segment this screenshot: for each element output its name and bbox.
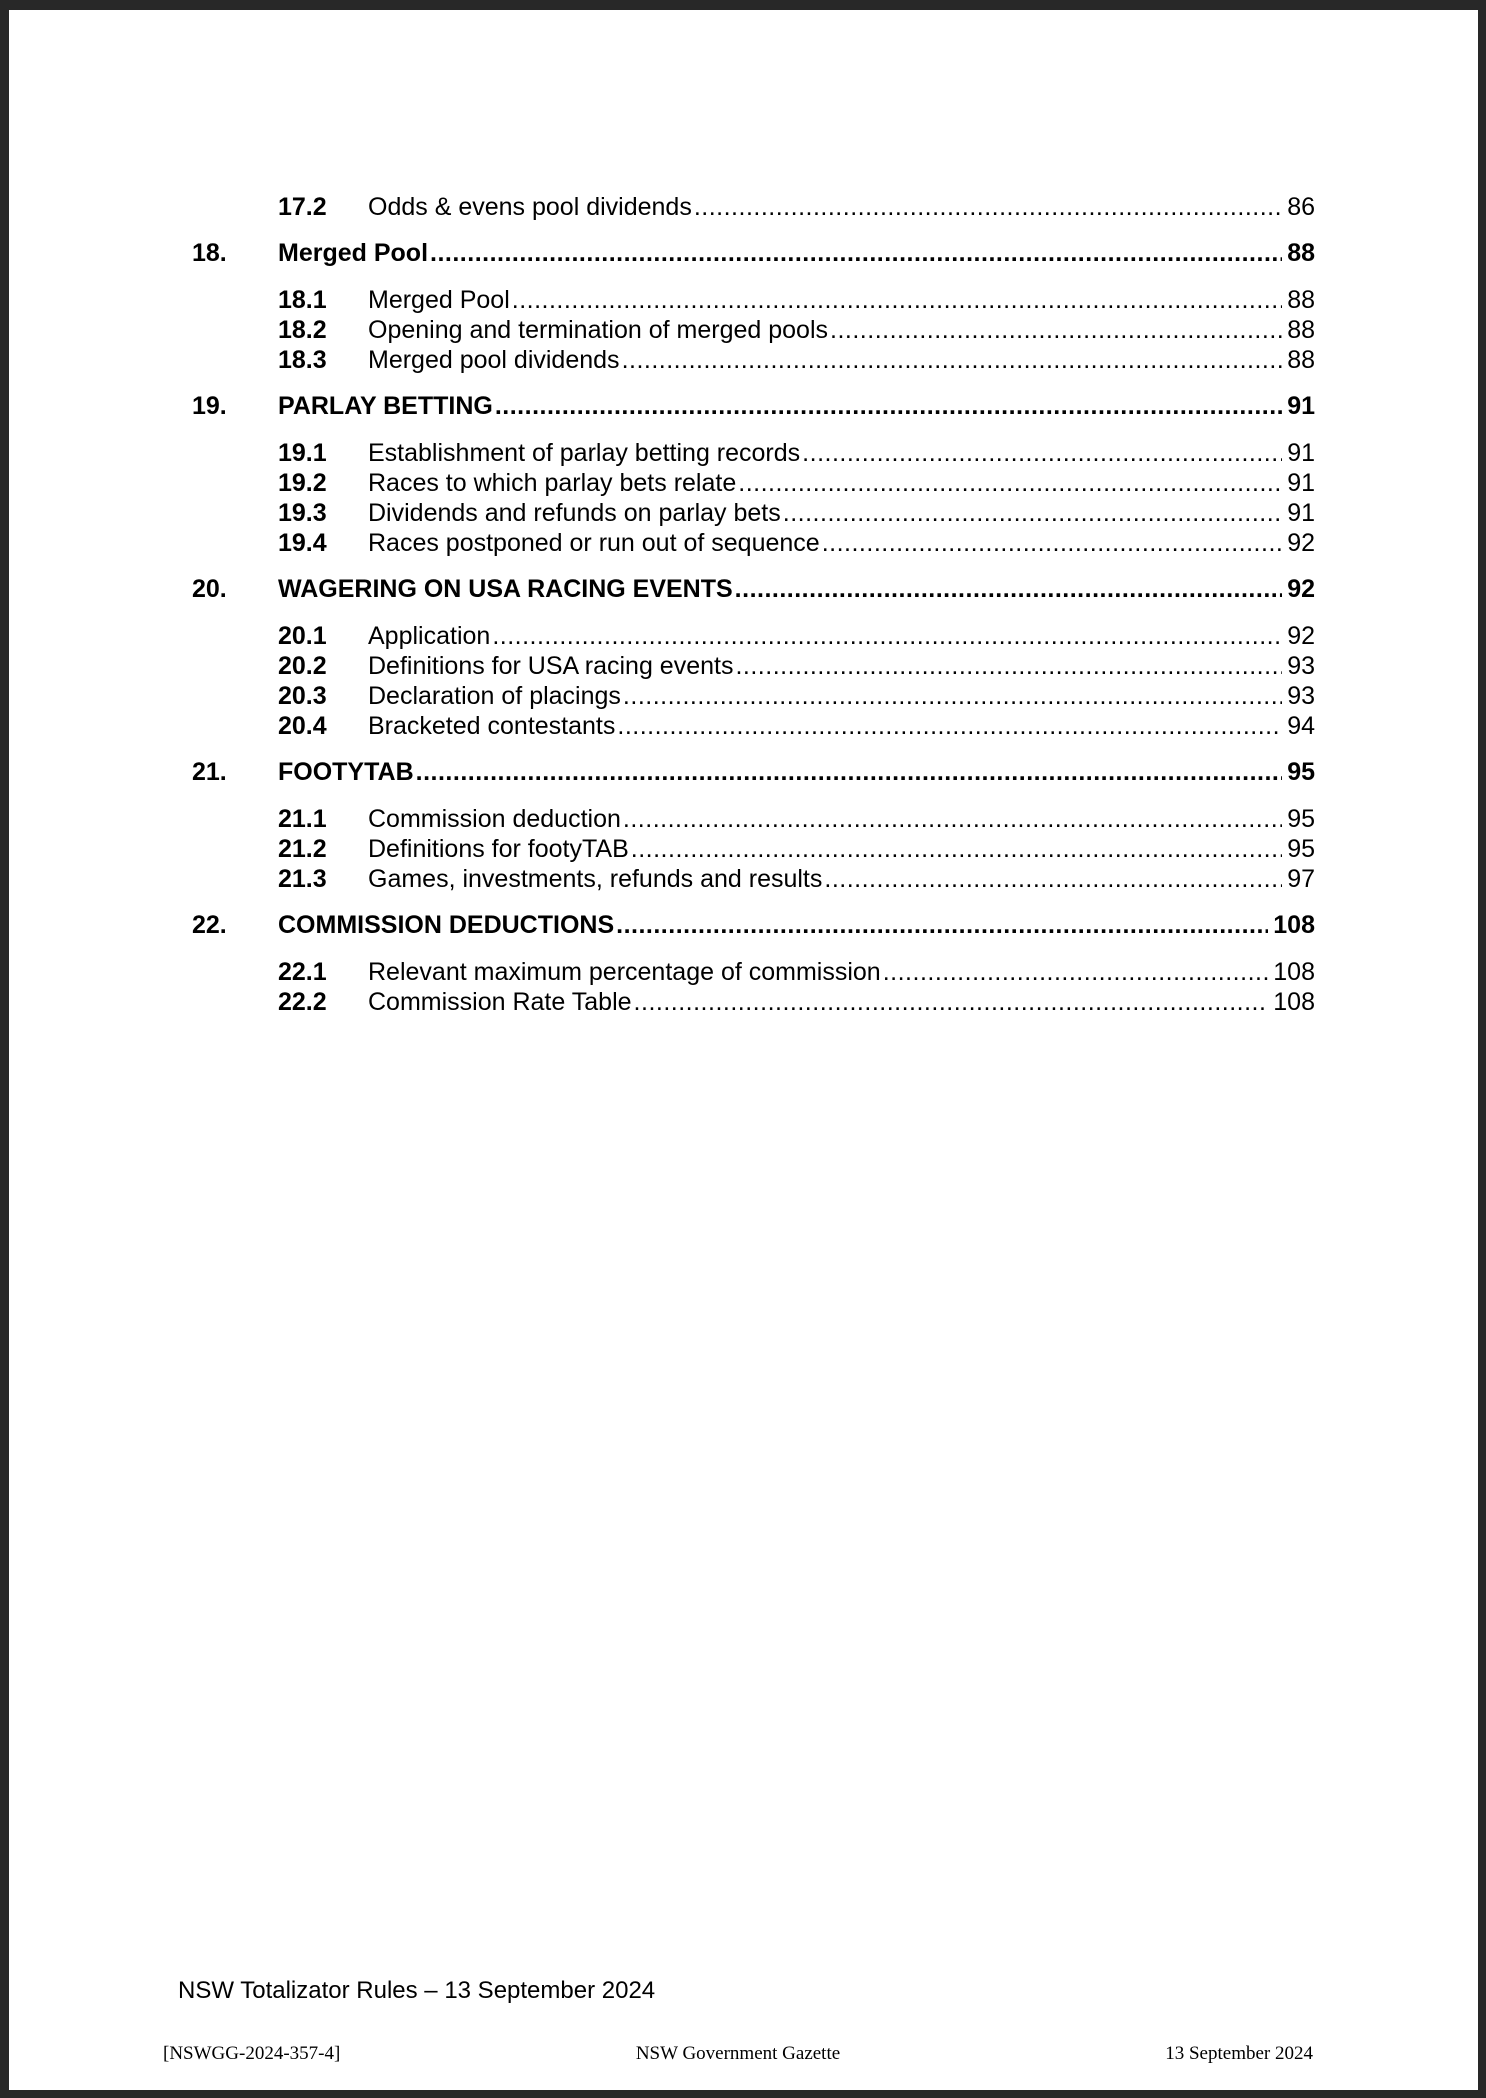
toc-page-number: 108: [1273, 958, 1315, 986]
toc-row-22: [192, 910, 1315, 940]
toc-entry-title: Merged Pool: [368, 286, 510, 314]
toc-page-number: 91: [1287, 499, 1315, 527]
toc-entry-number: 21.: [192, 758, 227, 786]
toc-row-19-1: [278, 438, 1315, 468]
toc-entry-title: Bracketed contestants: [368, 712, 616, 740]
document-page: [9, 10, 1478, 2090]
toc-row-22-2: [278, 987, 1315, 1017]
toc-leader-dots: [802, 438, 1282, 468]
toc-leader-dots: [430, 238, 1282, 268]
toc-entry-number: 18.2: [278, 316, 327, 344]
toc-entry-title: Definitions for footyTAB: [368, 835, 629, 863]
toc-page-number: 92: [1287, 622, 1315, 650]
toc-row-18-3: [278, 345, 1315, 375]
toc-leader-dots: [694, 192, 1282, 222]
toc-row-19-3: [278, 498, 1315, 528]
toc-entry-number: 19.4: [278, 529, 327, 557]
toc-entry-number: 21.2: [278, 835, 327, 863]
toc-leader-dots: [623, 804, 1282, 834]
toc-entry-title: Commission Rate Table: [368, 988, 632, 1016]
toc-entry-number: 22.1: [278, 958, 327, 986]
toc-entry-number: 20.1: [278, 622, 327, 650]
toc-page-number: 88: [1287, 346, 1315, 374]
toc-entry-title: Establishment of parlay betting records: [368, 439, 801, 467]
toc-page-number: 93: [1287, 652, 1315, 680]
toc-entry-number: 17.2: [278, 193, 327, 221]
toc-row-19-2: [278, 468, 1315, 498]
toc-entry-title: Odds & evens pool dividends: [368, 193, 692, 221]
gazette-date: 13 September 2024: [1165, 2043, 1313, 2064]
document-footer-title: NSW Totalizator Rules – 13 September 2024: [178, 1977, 656, 2004]
toc-row-20: [192, 574, 1315, 604]
toc-row-19: [192, 391, 1315, 421]
toc-entry-title: Opening and termination of merged pools: [368, 316, 829, 344]
toc-entry-number: 20.3: [278, 682, 327, 710]
toc-entry-number: 19.3: [278, 499, 327, 527]
toc-entry-title: Declaration of placings: [368, 682, 621, 710]
toc-page-number: 108: [1273, 988, 1315, 1016]
toc-page-number: 88: [1287, 239, 1315, 267]
toc-leader-dots: [824, 864, 1282, 894]
toc-entry-number: 18.1: [278, 286, 327, 314]
toc-leader-dots: [735, 651, 1282, 681]
toc-entry-number: 19.1: [278, 439, 327, 467]
toc-row-19-4: [278, 528, 1315, 558]
toc-leader-dots: [495, 391, 1282, 421]
toc-page-number: 95: [1287, 835, 1315, 863]
toc-page-number: 88: [1287, 286, 1315, 314]
toc-leader-dots: [416, 757, 1283, 787]
toc-row-18-1: [278, 285, 1315, 315]
table-of-contents: [192, 192, 1315, 1017]
toc-row-21-1: [278, 804, 1315, 834]
gazette-footer-line: [163, 2042, 1313, 2066]
toc-row-20-3: [278, 681, 1315, 711]
toc-row-20-2: [278, 651, 1315, 681]
toc-page-number: 97: [1287, 865, 1315, 893]
toc-page-number: 91: [1287, 392, 1315, 420]
toc-entry-title: Dividends and refunds on parlay bets: [368, 499, 781, 527]
toc-row-21-3: [278, 864, 1315, 894]
toc-leader-dots: [783, 498, 1282, 528]
toc-leader-dots: [634, 987, 1269, 1017]
toc-row-21: [192, 757, 1315, 787]
toc-row-18: [192, 238, 1315, 268]
toc-entry-title: Definitions for USA racing events: [368, 652, 734, 680]
toc-entry-number: 22.2: [278, 988, 327, 1016]
toc-row-17-2: [278, 192, 1315, 222]
toc-page-number: 88: [1287, 316, 1315, 344]
gazette-name: NSW Government Gazette: [635, 2043, 841, 2064]
toc-leader-dots: [830, 315, 1282, 345]
toc-entry-number: 21.1: [278, 805, 327, 833]
toc-entry-number: 20.: [192, 575, 227, 603]
toc-entry-number: 18.3: [278, 346, 327, 374]
toc-entry-number: 21.3: [278, 865, 327, 893]
toc-entry-title: COMMISSION DEDUCTIONS: [278, 911, 615, 939]
toc-entry-number: 18.: [192, 239, 227, 267]
toc-leader-dots: [492, 621, 1282, 651]
toc-entry-title: Merged pool dividends: [368, 346, 620, 374]
toc-page-number: 91: [1287, 439, 1315, 467]
toc-entry-title: WAGERING ON USA RACING EVENTS: [278, 575, 733, 603]
toc-leader-dots: [512, 285, 1282, 315]
toc-leader-dots: [617, 711, 1282, 741]
toc-page-number: 91: [1287, 469, 1315, 497]
toc-entry-title: Commission deduction: [368, 805, 621, 833]
toc-leader-dots: [631, 834, 1282, 864]
toc-page-number: 86: [1287, 193, 1315, 221]
toc-page-number: 108: [1273, 911, 1315, 939]
toc-page-number: 94: [1287, 712, 1315, 740]
toc-entry-title: Games, investments, refunds and results: [368, 865, 823, 893]
toc-leader-dots: [735, 574, 1283, 604]
toc-row-20-1: [278, 621, 1315, 651]
toc-page-number: 95: [1287, 805, 1315, 833]
toc-entry-title: Races to which parlay bets relate: [368, 469, 737, 497]
toc-leader-dots: [883, 957, 1269, 987]
toc-row-22-1: [278, 957, 1315, 987]
toc-entry-number: 20.4: [278, 712, 327, 740]
toc-leader-dots: [622, 345, 1283, 375]
toc-page-number: 92: [1287, 529, 1315, 557]
toc-leader-dots: [822, 528, 1282, 558]
toc-page-number: 92: [1287, 575, 1315, 603]
toc-entry-title: PARLAY BETTING: [278, 392, 493, 420]
toc-entry-title: Races postponed or run out of sequence: [368, 529, 820, 557]
toc-entry-title: FOOTYTAB: [278, 758, 414, 786]
toc-page-number: 95: [1287, 758, 1315, 786]
toc-row-18-2: [278, 315, 1315, 345]
toc-leader-dots: [623, 681, 1282, 711]
toc-entry-number: 19.2: [278, 469, 327, 497]
toc-entry-number: 19.: [192, 392, 227, 420]
toc-entry-number: 20.2: [278, 652, 327, 680]
toc-row-21-2: [278, 834, 1315, 864]
gazette-reference: [NSWGG-2024-357-4]: [163, 2043, 341, 2064]
toc-leader-dots: [738, 468, 1282, 498]
toc-entry-title: Application: [368, 622, 491, 650]
toc-leader-dots: [616, 910, 1268, 940]
toc-row-20-4: [278, 711, 1315, 741]
toc-entry-title: Merged Pool: [278, 239, 429, 267]
toc-entry-number: 22.: [192, 911, 227, 939]
toc-page-number: 93: [1287, 682, 1315, 710]
toc-entry-title: Relevant maximum percentage of commission: [368, 958, 881, 986]
